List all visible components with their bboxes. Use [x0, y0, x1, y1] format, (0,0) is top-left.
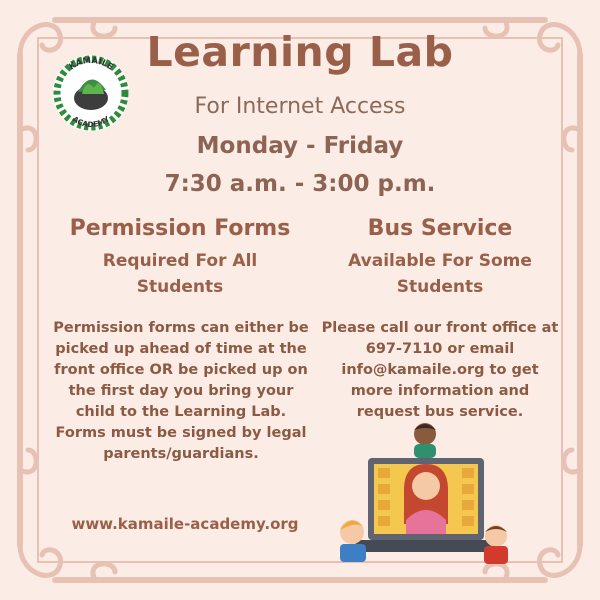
page-title: Learning Lab [146, 28, 454, 76]
corner-swirl-icon [539, 545, 580, 575]
bus-heading: Bus Service [367, 216, 513, 241]
page-subtitle: For Internet Access [194, 94, 406, 119]
svg-text:KAMAILE: KAMAILE [67, 55, 115, 73]
website-link[interactable]: www.kamaile-academy.org [71, 515, 299, 533]
permission-body: Permission forms can either be picked up ahead of time at the front office OR be picked up on the first day you bring your child to the Learning Lab. Forms must be signed by legal parents/guardians. [53, 320, 309, 462]
schedule-days: Monday - Friday [196, 133, 404, 159]
laptop-teacher-illustration [330, 420, 520, 570]
bus-subheading: Available For Some Students [348, 251, 532, 297]
svg-text:ACADEMY: ACADEMY [70, 114, 112, 130]
corner-swirl-icon [20, 545, 61, 575]
schedule-hours: 7:30 a.m. - 3:00 p.m. [164, 171, 436, 197]
permission-heading: Permission Forms [69, 216, 291, 241]
permission-subheading: Required For All Students [102, 251, 258, 297]
bus-body: Please call our front office at 697-7110 or email info@kamaile.org to get more information and request bus service. [321, 320, 559, 420]
